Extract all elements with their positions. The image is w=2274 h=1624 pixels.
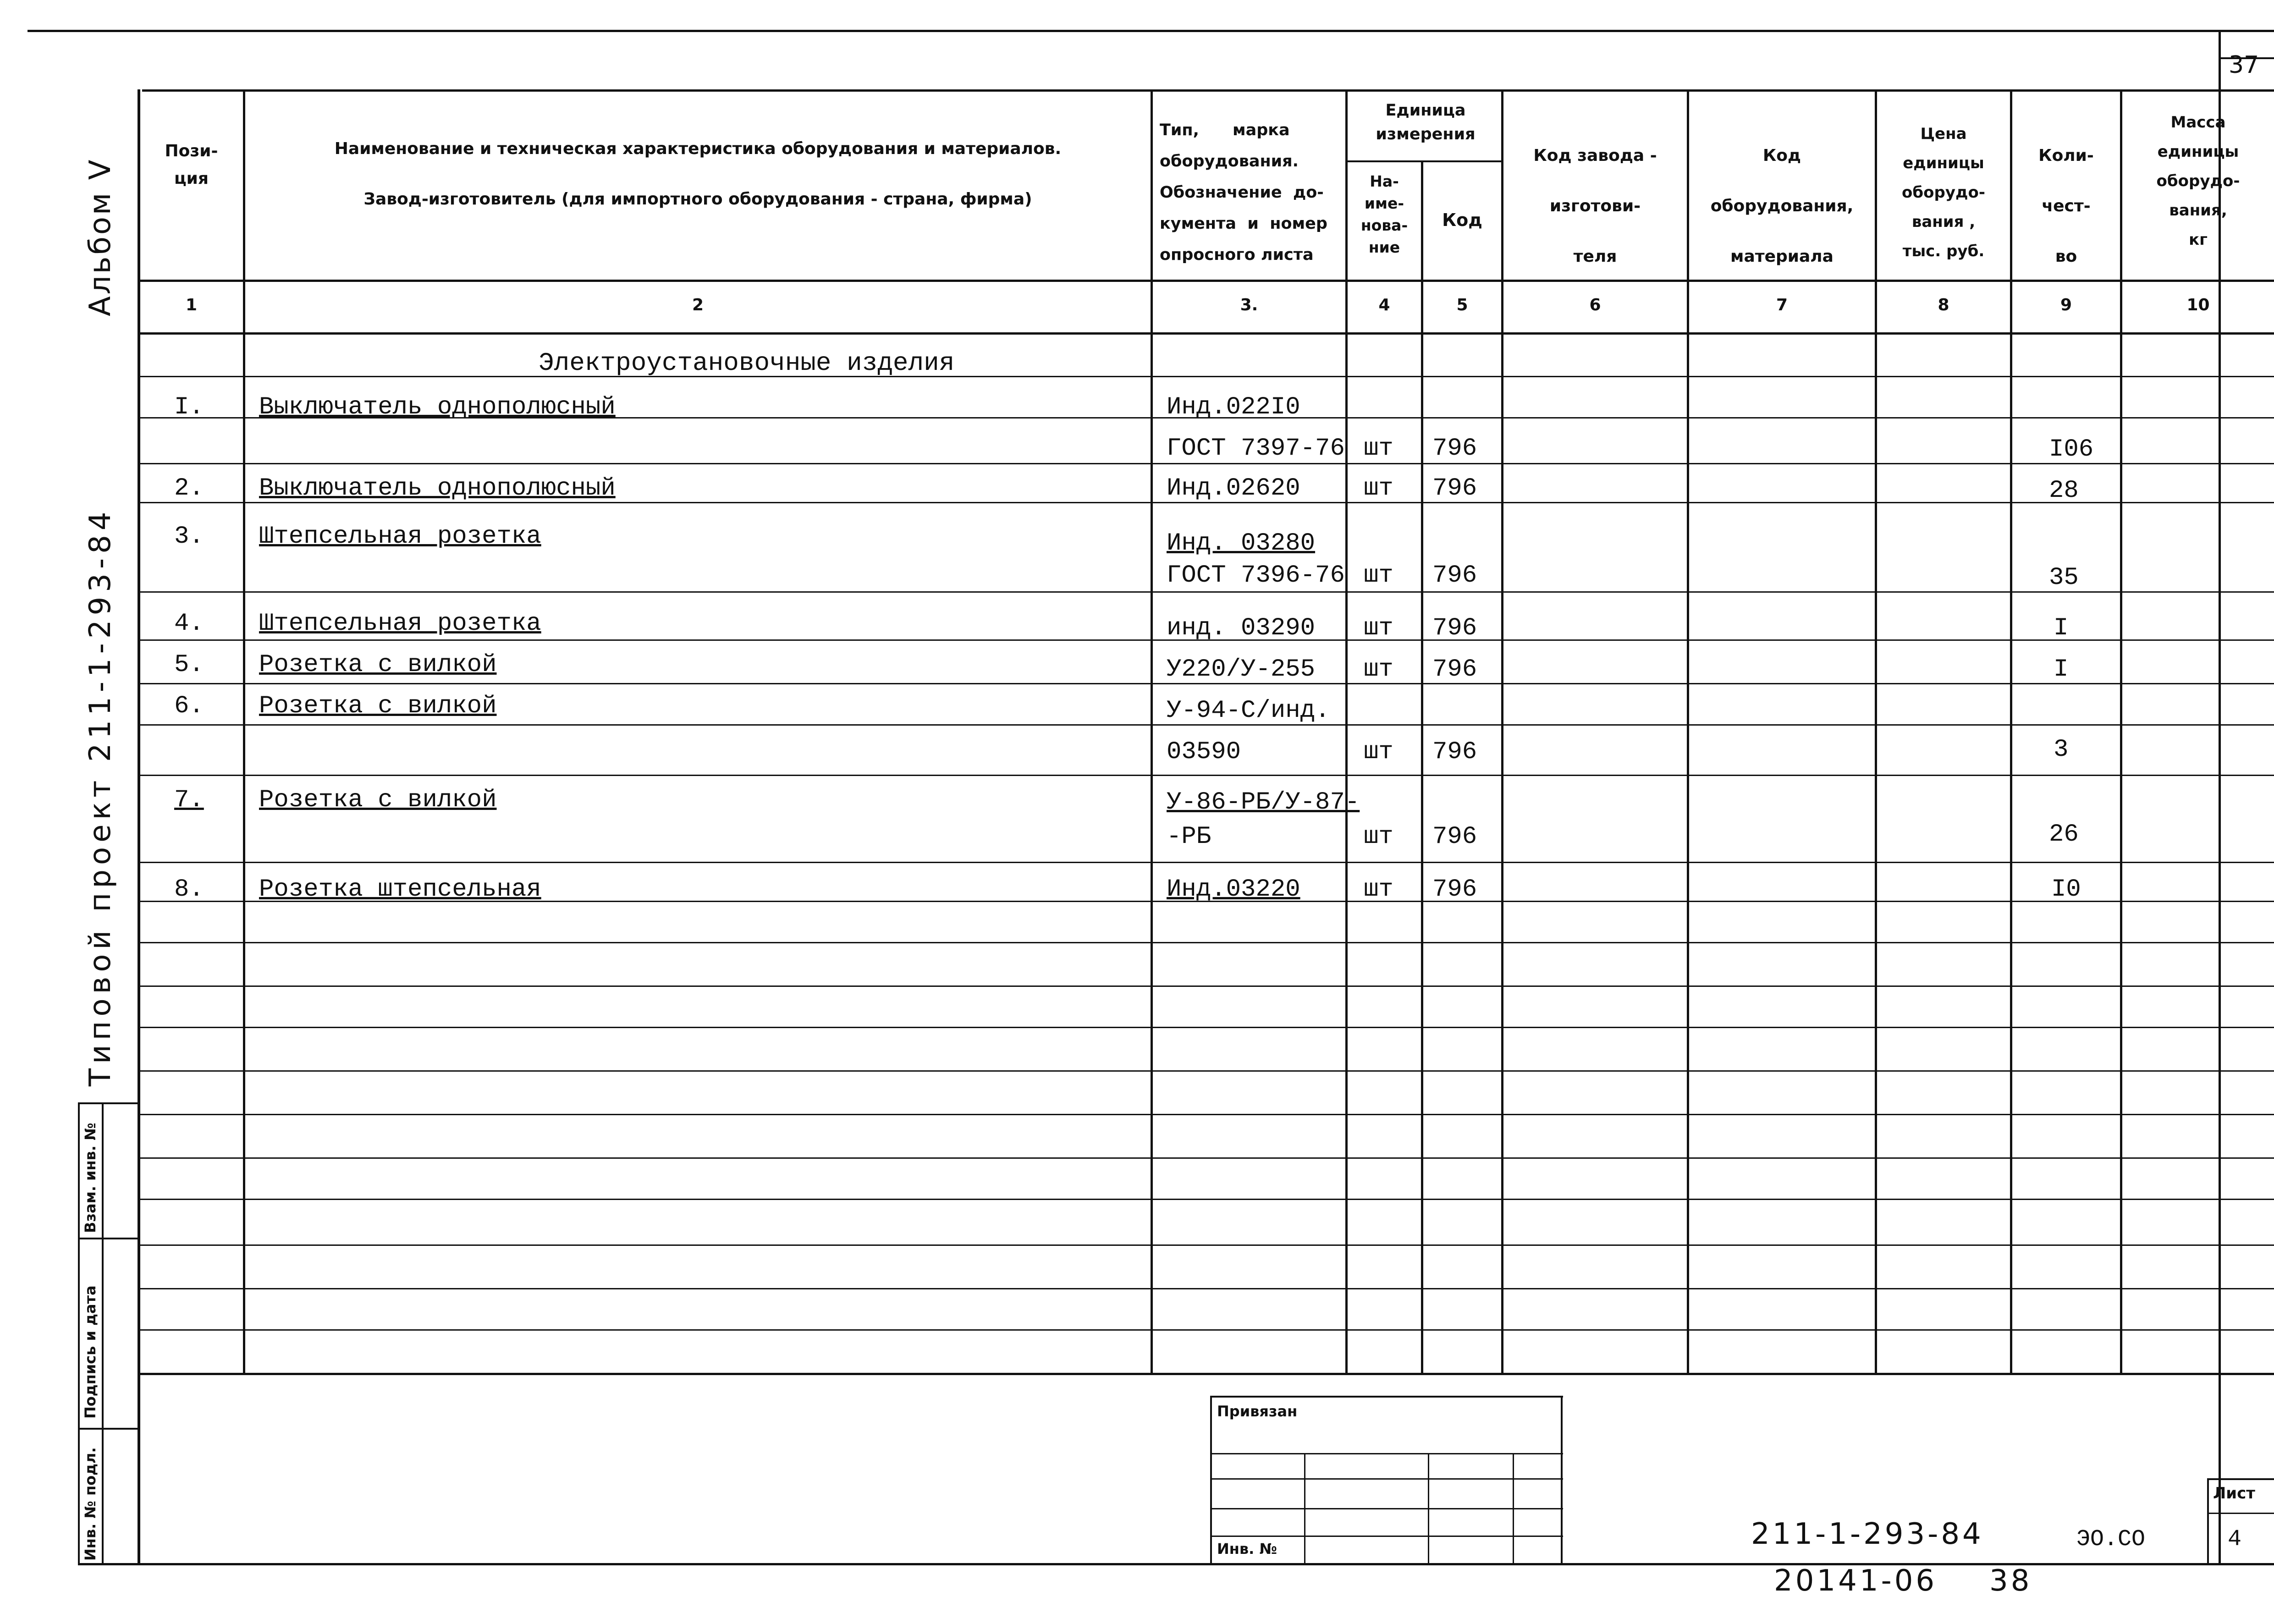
col-line-7 [1875, 89, 1877, 1373]
header-bottom [138, 280, 2274, 282]
row-type: -РБ [1167, 823, 1211, 851]
stamp-div1 [78, 1238, 140, 1239]
binding-right [1561, 1396, 1563, 1565]
frame-top [28, 30, 2274, 32]
col-line-5 [1501, 89, 1503, 1373]
col-line-8 [2010, 89, 2012, 1373]
row-type: У-86-РБ/У-87- [1167, 788, 1360, 816]
row-line [138, 862, 2274, 863]
binding-line-4 [1210, 1536, 1563, 1537]
colnum-8: 8 [1938, 296, 1949, 314]
row-qty: I06 [2049, 435, 2094, 463]
doc-code: 211-1-293-84 [1751, 1517, 1984, 1551]
col-line-4 [1421, 160, 1423, 1373]
row-pos: 2. [174, 474, 204, 502]
row-qty: 28 [2049, 477, 2079, 505]
row-unit: шт [1364, 823, 1393, 851]
sheet-num: 4 [2228, 1526, 2242, 1552]
col-line-2 [1151, 89, 1153, 1373]
hdr-unit-code: Код [1442, 210, 1482, 230]
colnum-3: 3. [1240, 296, 1258, 314]
row-qty: I [2054, 614, 2069, 642]
footer-page: 38 [1989, 1564, 2032, 1598]
stamp-replace-inv: Взам. инв. № [82, 1123, 99, 1233]
row-line [138, 985, 2274, 987]
row-unit: шт [1364, 875, 1393, 903]
row-unit: шт [1364, 435, 1393, 462]
row-qty: 26 [2049, 820, 2079, 848]
section-title: Электроустановочные изделия [539, 348, 955, 378]
table-top-line [142, 89, 2274, 92]
colnum-5: 5 [1456, 296, 1468, 314]
row-code: 796 [1432, 875, 1477, 903]
frame-right-inner [2219, 32, 2221, 1563]
row-type: ГОСТ 7397-76 [1167, 435, 1345, 462]
row-unit: шт [1364, 738, 1393, 766]
frame-bottom [78, 1563, 2274, 1565]
project-vertical: Типовой проект 211-1-293-84 [83, 507, 117, 1086]
stamp-inner [102, 1102, 104, 1565]
row-code: 796 [1432, 614, 1477, 642]
hdr-plant-code: Код завода - изготови- теля [1533, 146, 1657, 266]
binding-inv: Инв. № [1217, 1540, 1277, 1558]
row-pos: 7. [174, 786, 204, 814]
number-row-bottom [138, 332, 2274, 335]
hdr-equipment-code: Код оборудования, материала [1710, 146, 1854, 266]
row-line [138, 1070, 2274, 1072]
col-line-6 [1687, 89, 1689, 1373]
row-type: 03590 [1167, 738, 1241, 766]
row-name: Выключатель однополюсный [259, 474, 616, 502]
row-type: Инд. 03280 [1167, 529, 1316, 557]
row-name: Розетка с вилкой [259, 786, 497, 814]
row-name: Выключатель однополюсный [259, 393, 616, 421]
row-name: Розетка штепсельная [259, 875, 541, 903]
col-line-1 [243, 89, 245, 1373]
row-code: 796 [1432, 562, 1477, 589]
row-code: 796 [1432, 655, 1477, 683]
colnum-10: 10 [2186, 296, 2210, 314]
row-line [138, 942, 2274, 943]
row-line [138, 1114, 2274, 1115]
hdr-type: Тип, марка оборудования. Обозначение до- кумента и номер опросного листа [1160, 121, 1327, 264]
stamp-sign-date: Подпись и дата [82, 1285, 99, 1419]
row-line [138, 775, 2274, 776]
hdr-price: Цена единицы оборудо- вания , тыс. руб. [1902, 125, 1985, 260]
stamp-inv-sub: Инв. № подл. [82, 1447, 99, 1561]
hdr-position: Пози- ция [165, 142, 218, 188]
hdr-unit: Единица измерения [1376, 101, 1476, 143]
binding-line-1 [1210, 1453, 1563, 1454]
row-qty: 35 [2049, 564, 2079, 592]
hdr-name-line2: Завод-изготовитель (для импортного оборудования - страна, фирма) [363, 190, 1032, 209]
hdr-quantity: Коли- чест- во [2038, 146, 2094, 266]
binding-left [1210, 1396, 1212, 1565]
table-bottom [138, 1373, 2274, 1375]
sheet-box-left [2207, 1478, 2209, 1565]
row-pos: I. [174, 393, 204, 421]
colnum-6: 6 [1589, 296, 1601, 314]
row-pos: 8. [174, 875, 204, 903]
row-code: 796 [1432, 823, 1477, 851]
row-code: 796 [1432, 474, 1477, 502]
row-qty: I0 [2051, 875, 2081, 903]
row-type: У-94-С/инд. [1167, 697, 1330, 725]
col-line-9 [2120, 89, 2122, 1373]
stamp-left [78, 1102, 80, 1565]
colnum-2: 2 [692, 296, 704, 314]
row-line [138, 376, 2274, 377]
row-unit: шт [1364, 474, 1393, 502]
row-name: Штепсельная розетка [259, 523, 541, 551]
row-line [138, 591, 2274, 593]
col-line-3 [1345, 89, 1348, 1373]
hdr-mass: Масса единицы оборудо- вания, кг [2156, 113, 2240, 249]
row-pos: 4. [174, 610, 204, 638]
colnum-9: 9 [2060, 296, 2072, 314]
sheet-box-mid [2207, 1513, 2274, 1514]
binding-top [1210, 1396, 1563, 1398]
row-line [138, 1288, 2274, 1289]
binding-line-2 [1210, 1478, 1563, 1480]
colnum-7: 7 [1776, 296, 1788, 314]
row-line [138, 1027, 2274, 1028]
sheet-label: Лист [2213, 1484, 2255, 1503]
colnum-1: 1 [185, 296, 198, 314]
colnum-4: 4 [1378, 296, 1390, 314]
row-code: 796 [1432, 435, 1477, 462]
binding-vline-3 [1513, 1453, 1514, 1565]
row-name: Розетка с вилкой [259, 651, 497, 679]
unit-split-line [1345, 160, 1503, 162]
row-unit: шт [1364, 562, 1393, 589]
row-line [138, 1244, 2274, 1246]
row-unit: шт [1364, 614, 1393, 642]
row-line [138, 1199, 2274, 1200]
sheet-box-top [2207, 1478, 2274, 1480]
row-line [138, 463, 2274, 464]
binding-line-3 [1210, 1508, 1563, 1509]
row-line [138, 1157, 2274, 1159]
row-pos: 6. [174, 692, 204, 720]
row-pos: 3. [174, 523, 204, 551]
hdr-unit-name: На- име- нова- ние [1360, 172, 1408, 256]
row-code: 796 [1432, 738, 1477, 766]
stamp-top [78, 1102, 140, 1104]
row-type: Инд.02620 [1167, 474, 1300, 502]
row-name: Штепсельная розетка [259, 610, 541, 638]
row-name: Розетка с вилкой [259, 692, 497, 720]
row-type: Инд.03220 [1167, 875, 1300, 903]
row-type: Инд.022I0 [1167, 393, 1300, 421]
binding-title: Привязан [1217, 1403, 1298, 1420]
album-label: Альбом V [83, 158, 117, 316]
row-type: инд. 03290 [1167, 614, 1316, 642]
row-type: У220/У-255 [1167, 655, 1316, 683]
row-qty: I [2054, 655, 2069, 683]
row-line [138, 1329, 2274, 1331]
row-unit: шт [1364, 655, 1393, 683]
row-type: ГОСТ 7396-76 [1167, 562, 1345, 589]
row-pos: 5. [174, 651, 204, 679]
archive-number: 20141-06 [1774, 1564, 1938, 1598]
row-qty: 3 [2054, 736, 2069, 764]
binding-vline-1 [1304, 1453, 1305, 1565]
stamp-div2 [78, 1428, 140, 1430]
hdr-name-line1: Наименование и техническая характеристика оборудования и материалов. [334, 139, 1062, 158]
binding-vline-2 [1428, 1453, 1429, 1565]
page-number: 37 [2229, 51, 2259, 79]
sheet-code: ЭО.СО [2076, 1526, 2146, 1552]
